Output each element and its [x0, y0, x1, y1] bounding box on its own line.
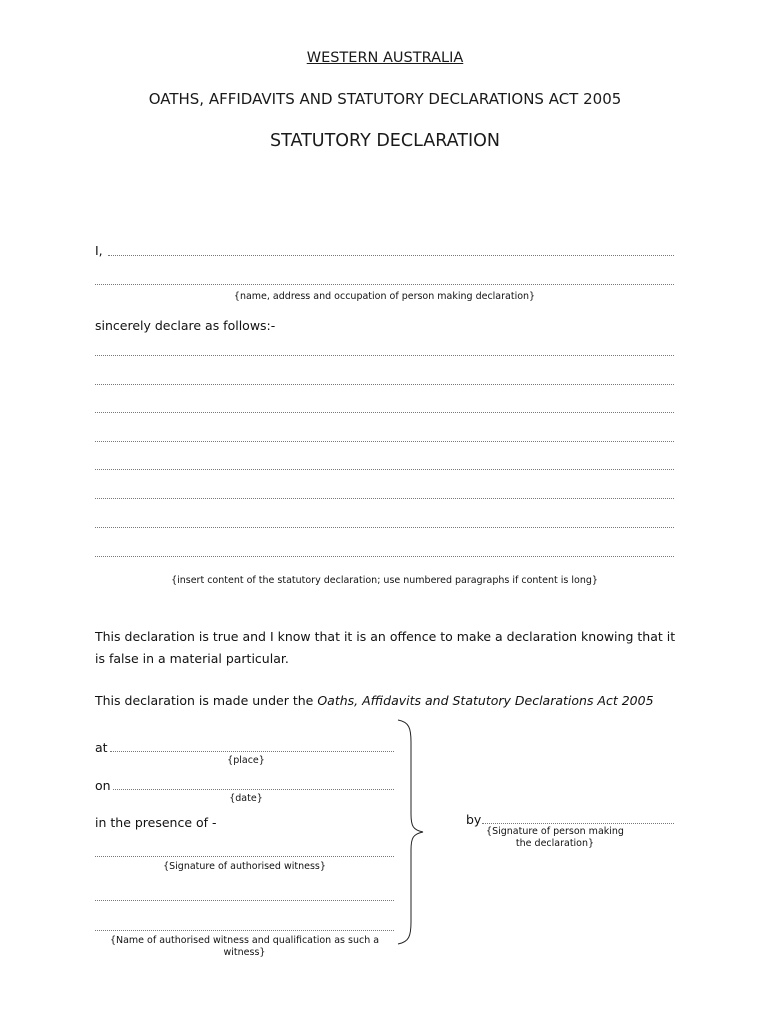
made-under-prefix: This declaration is made under the	[95, 693, 318, 708]
content-line[interactable]	[95, 441, 674, 442]
jurisdiction-heading: WESTERN AUSTRALIA	[306, 50, 464, 66]
act-heading: OATHS, AFFIDAVITS AND STATUTORY DECLARATIONS ACT 2005	[148, 90, 622, 108]
witness-name-line-2[interactable]	[95, 930, 394, 931]
witness-signature-line[interactable]	[95, 856, 394, 857]
curly-brace	[395, 718, 435, 948]
presence-label: in the presence of -	[95, 815, 217, 830]
witness-name-caption: {Name of authorised witness and qualification as such a witness}	[109, 935, 380, 958]
place-line[interactable]	[110, 751, 394, 752]
by-label: by	[466, 812, 482, 827]
on-label: on	[95, 778, 111, 793]
witness-signature-caption: {Signature of authorised witness}	[163, 861, 326, 872]
date-caption: {date}	[229, 793, 263, 804]
content-line[interactable]	[95, 384, 674, 385]
place-caption: {place}	[227, 755, 265, 766]
date-line[interactable]	[113, 789, 394, 790]
declarant-caption: {name, address and occupation of person making declaration}	[233, 291, 536, 302]
made-under-statement	[95, 690, 695, 712]
witness-name-line-1[interactable]	[95, 900, 394, 901]
declarant-name-line-1[interactable]	[108, 255, 674, 256]
truth-statement: This declaration is true and I know that it is an offence to make a declaration knowing that it is false in a material particular.	[95, 629, 676, 666]
content-line[interactable]	[95, 556, 674, 557]
content-caption: {insert content of the statutory declaration; use numbered paragraphs if content is long}	[171, 575, 598, 586]
at-label: at	[95, 740, 108, 755]
declarant-name-line-2[interactable]	[95, 284, 674, 285]
act-name: Oaths, Affidavits and Statutory Declarations Act 2005	[317, 693, 654, 708]
content-line[interactable]	[95, 469, 674, 470]
content-line[interactable]	[95, 355, 674, 356]
declarant-prefix: I,	[95, 243, 103, 258]
content-line[interactable]	[95, 498, 674, 499]
declare-label: sincerely declare as follows:-	[95, 318, 276, 333]
content-line[interactable]	[95, 527, 674, 528]
content-line[interactable]	[95, 412, 674, 413]
declarant-signature-caption: {Signature of person making the declaration}	[486, 826, 624, 849]
document-title: STATUTORY DECLARATION	[270, 131, 500, 151]
declarant-signature-line[interactable]	[482, 823, 674, 824]
